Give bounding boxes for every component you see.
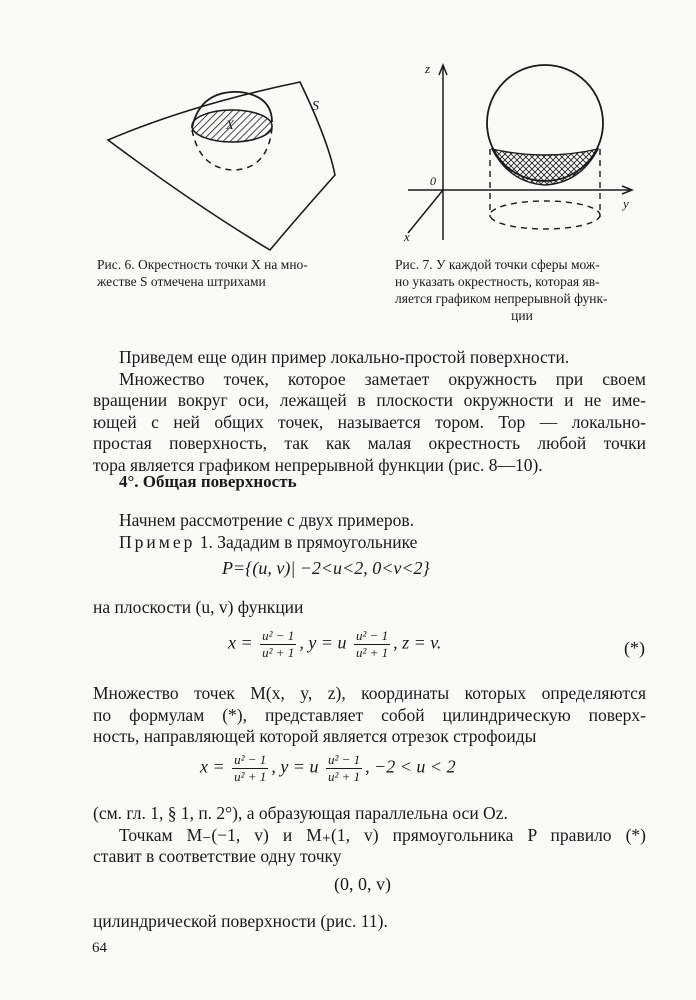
figure-6	[100, 80, 350, 260]
formula-strophoid: x = $\frac{\text{u² − 1}}{\text{u² + 1}}$ , y = u $\frac{\text{u² − 1}}{\text{u² + 1}}$ , −2 < u < 2	[200, 752, 456, 784]
meshed-cap	[492, 149, 598, 185]
cylinder-base	[490, 201, 600, 229]
figure-7-caption: Рис. 7. У каждой точки сферы мож- но указать окрестность, которая яв- ляется графиком непрерывной функ- ции	[395, 257, 608, 323]
paragraph-cylinder: Множество точек M(x, y, z), координаты которых определяются по формулам (*), представляет собой цилиндрическую поверх- ность, направляющей которой является отрезок строфоиды	[93, 683, 646, 746]
paragraph-examples: Начнем рассмотрение с двух примеров. Пример 1. Зададим в прямоугольнике	[119, 510, 418, 552]
label-y: y	[623, 196, 629, 211]
label-s: S	[312, 99, 319, 114]
paragraph-points: (см. гл. 1, § 1, п. 2°), а образующая параллельна оси Oz. Точкам M₋(−1, v) и M₊(1, v) прямоугольника P правило (*) ставит в соответствие одну точку	[93, 803, 646, 866]
figure-7	[400, 55, 650, 250]
label-x: X	[226, 117, 234, 132]
axis-x	[408, 190, 443, 233]
paragraph-torus: Приведем еще один пример локально-простой поверхности. Множество точек, которое заметает окружность при своем вращении вокруг оси, лежащей в плоскости окружности и не име- ющей с ней общих точек, называется тором. Тор — локально- простая поверхность, так как малая окрестность любой точки тора является графиком непрерывной функции (рис. 8—10).	[93, 347, 646, 475]
label-origin: 0	[430, 174, 436, 188]
page-number: 64	[92, 940, 107, 956]
label-z: z	[425, 61, 431, 76]
formula-rectangle: P={(u, v)| −2<u<2, 0<v<2}	[222, 558, 430, 578]
surface-s-outline	[108, 82, 335, 250]
formula-point: (0, 0, v)	[334, 874, 391, 894]
paragraph-final: цилиндрической поверхности (рис. 11).	[93, 911, 388, 931]
formula-star-tag: (*)	[624, 638, 645, 658]
figure-6-caption: Рис. 6. Окрестность точки X на мно- жестве S отмечена штрихами	[97, 257, 308, 289]
paragraph-plane: на плоскости (u, v) функции	[93, 597, 304, 617]
section-heading: 4°. Общая поверхность	[119, 472, 297, 491]
formula-star: x = $\frac{\text{u² − 1}}{\text{u² + 1}}$ , y = u $\frac{\text{u² − 1}}{\text{u² + 1}}$ , z = v.	[228, 628, 442, 660]
label-x-axis: x	[404, 229, 410, 244]
